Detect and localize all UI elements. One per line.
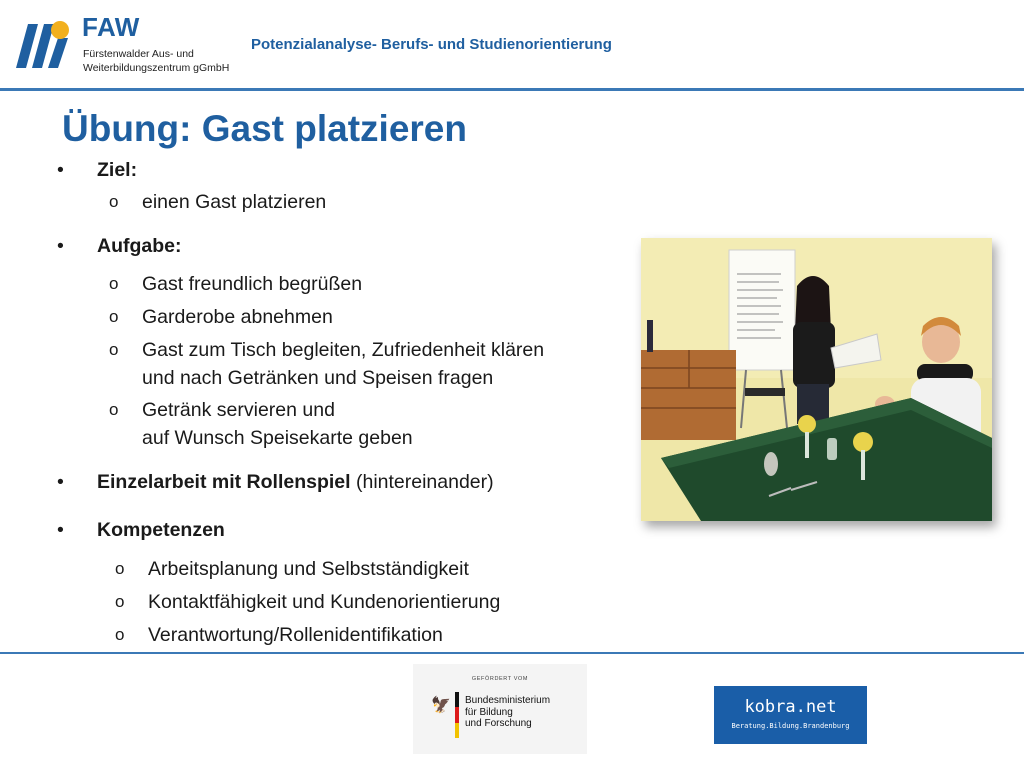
sub-bullet: o <box>115 559 125 578</box>
org-line-1: Fürstenwalder Aus- und <box>83 48 194 60</box>
kobra-tagline: Beratung.Bildung.Brandenburg <box>731 722 850 730</box>
bullet-dot: • <box>57 471 64 493</box>
sub-item <box>109 396 335 424</box>
sub-item <box>109 303 333 331</box>
sub-bullet: o <box>115 625 125 644</box>
sub-bullet: o <box>109 400 119 419</box>
bmbf-line-1: Bundesministerium <box>465 695 551 706</box>
roleplay-photo <box>641 238 992 521</box>
org-line-2: Weiterbildungszentrum gGmbH <box>83 62 230 74</box>
sub-bullet: o <box>109 274 119 293</box>
sub-item <box>115 588 501 616</box>
sub-bullet: o <box>109 307 119 326</box>
sub-bullet: o <box>109 192 119 211</box>
bmbf-line-3: und Forschung <box>465 718 532 729</box>
sub-item <box>109 336 545 364</box>
kobra-logo <box>714 686 867 744</box>
bmbf-line-2: für Bildung <box>465 706 513 718</box>
slide-title: Übung: Gast platzieren <box>62 108 467 149</box>
bullet-dot: • <box>57 235 64 257</box>
faw-org-name <box>83 47 229 75</box>
sub-item-text: Kontaktfähigkeit und Kundenorientierung <box>148 591 501 613</box>
bmbf-ministry-name <box>465 695 550 730</box>
bullet-einzelarbeit <box>57 468 494 496</box>
bullet-note: (hintereinander) <box>350 471 494 493</box>
sub-item-continuation: auf Wunsch Speisekarte geben <box>142 427 413 449</box>
sub-item-text: Garderobe abnehmen <box>142 306 333 328</box>
bullet-label: Kompetenzen <box>97 519 225 541</box>
sub-item <box>115 555 469 583</box>
sub-bullet: o <box>109 340 119 359</box>
bullet-ziel <box>57 156 138 184</box>
bullet-label: Ziel: <box>97 159 138 181</box>
sub-bullet: o <box>115 592 125 611</box>
bullet-dot: • <box>57 159 64 181</box>
bullet-label: Einzelarbeit mit Rollenspiel <box>97 471 351 493</box>
bmbf-funding-note: GEFÖRDERT VOM <box>471 676 529 682</box>
bullet-dot: • <box>57 519 64 541</box>
sub-item-text: Getränk servieren und <box>142 399 335 421</box>
sub-item-text: Gast zum Tisch begleiten, Zufriedenheit klären <box>142 339 545 361</box>
sub-item <box>115 621 443 649</box>
sub-item <box>109 270 363 298</box>
faw-logo-icon <box>14 16 72 72</box>
sub-item-continuation: und nach Getränken und Speisen fragen <box>142 367 494 389</box>
sub-item-text: einen Gast platzieren <box>142 191 327 213</box>
german-flag-icon <box>455 692 459 738</box>
footer-divider <box>0 652 1024 654</box>
sub-item-text: Verantwortung/Rollenidentifikation <box>148 624 443 646</box>
bullet-aufgabe <box>57 232 182 260</box>
faw-brand: FAW <box>82 12 140 42</box>
bullet-label: Aufgabe: <box>97 235 182 257</box>
sub-item-text: Arbeitsplanung und Selbstständigkeit <box>148 558 469 580</box>
bmbf-logo <box>413 664 587 754</box>
header-title: Potenzialanalyse- Berufs- und Studienorientierung <box>251 36 612 53</box>
sub-item-text: Gast freundlich begrüßen <box>142 273 363 295</box>
kobra-name: kobra.net <box>744 697 837 717</box>
eagle-icon: 🦅 <box>431 697 451 714</box>
sub-item <box>109 188 327 216</box>
header-divider <box>0 88 1024 91</box>
bullet-kompetenzen <box>57 516 225 544</box>
